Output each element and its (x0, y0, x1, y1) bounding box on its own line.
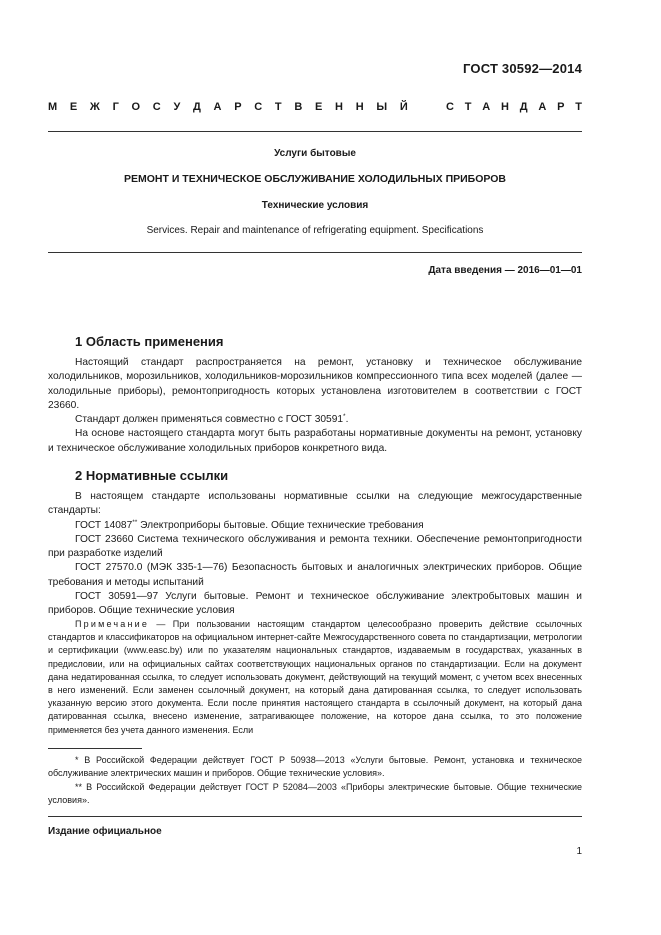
banner-letter: Д (519, 101, 528, 113)
section1-body (48, 356, 582, 456)
reference-item: ГОСТ 27570.0 (МЭК 335-1—76) Безопасность бытовых и аналогичных электрических приборов. Общие требования и методы испытаний (48, 562, 582, 588)
banner-letter: Н (500, 101, 509, 113)
introduction-date: Дата введения — 2016—01—01 (428, 265, 582, 276)
footnote-1 (48, 754, 582, 780)
banner-letter: Г (112, 101, 119, 113)
standard-word (446, 101, 582, 113)
banner-letter: Е (315, 101, 323, 113)
section2-body (48, 490, 582, 619)
section1-paragraph: Настоящий стандарт распространяется на ремонт, установку и техническое обслуживание холодильников, морозильников, холодильников-морозильников компрессионного типа всех моделей (далее — холодильные приборы), ремонтопригодность которых установлена изготовителем в соответствии с ГОСТ 23660. (48, 357, 582, 411)
interstate-word (48, 101, 408, 113)
section2-intro: В настоящем стандарте использованы нормативные ссылки на следующие межгосударственные стандарты: (48, 491, 582, 517)
reference-code: ГОСТ 14087 (75, 519, 133, 531)
section1-p2-end: . (345, 414, 349, 426)
bottom-rule (48, 816, 582, 817)
section1-paragraph (48, 413, 582, 427)
section2-heading: 2 Нормативные ссылки (75, 468, 229, 483)
banner-letter: Ж (89, 101, 100, 113)
reference-item (48, 519, 582, 533)
note-text: — При пользовании настоящим стандартом целесообразно проверить действие ссылочных стандартов и классификаторов на официальном интернет-сайте Межгосударственного совета по стандартизации, метрологии и сертификации (www.easc.by) или по указателям национальных стандартов, издаваемым в государствах, указанных в предисловии, или на официальных сайтах соответствующих национальных органов по стандартизации. Если на документ дана недатированная ссылка, то следует использовать документ, действующий на текущий момент, с учетом всех внесенных в него изменений. Если заменен ссылочный документ, на который дана датированная ссылка, то следует использовать указанную версию этого документа. Если после принятия настоящего стандарта в ссылочный документ, на который дана датированная ссылка, внесено изменение, затрагивающее положение, на которое дана ссылка, то это положение применяется без учета данного изменения. Если (48, 619, 582, 735)
interstate-standard-banner (48, 101, 582, 113)
footnote-separator (48, 748, 142, 749)
banner-letter: Н (335, 101, 343, 113)
page-number: 1 (576, 846, 582, 857)
banner-letter: Т (464, 101, 472, 113)
reference-title: Электроприборы бытовые. Общие технические требования (137, 519, 424, 531)
title-english: Services. Repair and maintenance of refrigerating equipment. Specifications (146, 225, 484, 236)
banner-letter: Й (399, 101, 408, 113)
banner-letter: М (48, 101, 58, 113)
footnote-mark: * (343, 413, 346, 421)
banner-letter: С (446, 101, 454, 113)
section1-heading: 1 Область применения (75, 334, 224, 349)
section1-p2-text: Стандарт должен применяться совместно с ГОСТ 30591 (75, 414, 344, 426)
note-block (48, 618, 582, 737)
footnote-text: В Российской Федерации действует ГОСТ Р 50938—2013 «Услуги бытовые. Ремонт, установка и техническое обслуживание электрических машин и приборов. Общие технические условия». (48, 755, 582, 779)
banner-letter: А (213, 101, 222, 113)
section1-paragraph: На основе настоящего стандарта могут быть разработаны нормативные документы на ремонт, установку и техническое обслуживание холодильных приборов конкретного вида. (48, 428, 582, 454)
banner-letter: В (294, 101, 303, 113)
banner-letter: У (173, 101, 181, 113)
note-label: Примечание (75, 619, 150, 629)
footnote-2 (48, 781, 582, 807)
footnote-mark: ** (75, 782, 83, 792)
banner-letter: Т (575, 101, 582, 113)
footnote-mark: * (75, 755, 79, 765)
footnote-paragraph (48, 754, 582, 780)
title-subtitle: Технические условия (261, 200, 369, 211)
reference-item: ГОСТ 30591—97 Услуги бытовые. Ремонт и техническое обслуживание электробытовых машин и приборов. Общие технические условия (48, 591, 582, 617)
banner-letter: Е (69, 101, 78, 113)
official-edition-label: Издание официальное (48, 826, 162, 837)
banner-letter: Н (355, 101, 364, 113)
banner-letter: А (538, 101, 547, 113)
footnote-text: В Российской Федерации действует ГОСТ Р 52084—2003 «Приборы электрические бытовые. Общие технические условия». (48, 782, 582, 806)
footnote-paragraph (48, 781, 582, 807)
banner-letter: Т (274, 101, 282, 113)
title-rule (48, 252, 582, 253)
banner-letter: С (254, 101, 263, 113)
banner-letter: А (482, 101, 491, 113)
reference-item: ГОСТ 23660 Система технического обслуживания и ремонта техники. Обеспечение ремонтопригодности при разработке изделий (48, 533, 582, 560)
banner-letter: Р (234, 101, 242, 113)
title-main: РЕМОНТ И ТЕХНИЧЕСКОЕ ОБСЛУЖИВАНИЕ ХОЛОДИЛЬНЫХ ПРИБОРОВ (123, 173, 507, 185)
title-services: Услуги бытовые (274, 148, 356, 159)
banner-letter: Д (193, 101, 201, 113)
top-rule (48, 131, 582, 132)
banner-letter: Ы (376, 101, 388, 113)
document-number: ГОСТ 30592—2014 (463, 61, 582, 76)
banner-letter: С (152, 101, 161, 113)
note-paragraph (48, 618, 582, 737)
banner-letter: Р (557, 101, 565, 113)
footnote-mark: ** (132, 518, 138, 526)
banner-letter: О (131, 101, 141, 113)
